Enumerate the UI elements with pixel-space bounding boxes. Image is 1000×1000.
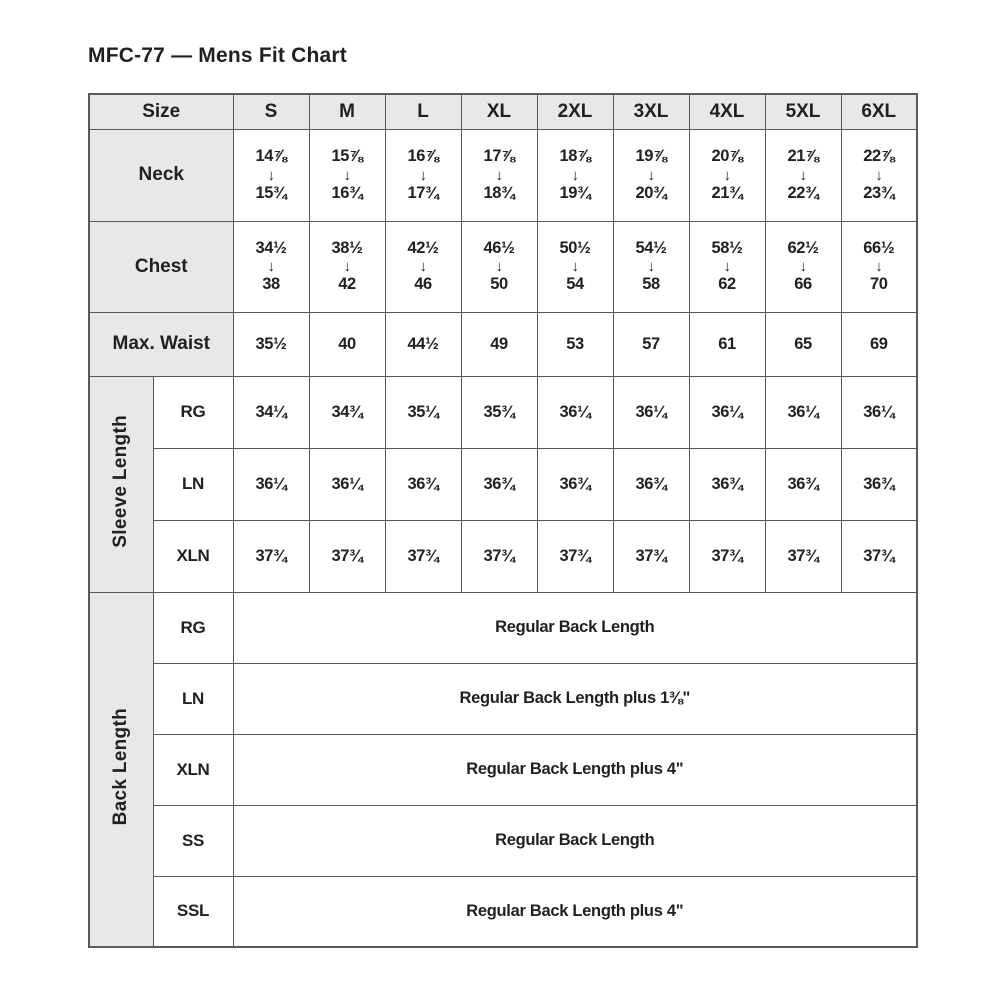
sleeve-rg-value-cell: 34¾	[309, 376, 385, 448]
back-ln-row	[89, 663, 917, 734]
chest-range-cell	[689, 221, 765, 312]
range-max: 22¾	[787, 183, 819, 202]
sleeve-ln-label: LN	[153, 448, 233, 520]
range-min: 62½	[787, 238, 819, 257]
down-arrow-icon: ↓	[267, 166, 275, 184]
neck-row	[89, 129, 917, 221]
sleeve-ln-value-cell: 36¾	[689, 448, 765, 520]
down-arrow-icon: ↓	[419, 258, 427, 275]
chest-range-cell	[233, 221, 309, 312]
size-col-header-4xl: 4XL	[689, 94, 765, 129]
sleeve-xln-value-cell: 37¾	[385, 520, 461, 592]
page-title: MFC-77 — Mens Fit Chart	[88, 44, 347, 67]
sleeve-xln-value-cell: 37¾	[765, 520, 841, 592]
neck-range-cell	[385, 129, 461, 221]
size-col-header-s: S	[233, 94, 309, 129]
sleeve-xln-value-cell: 37¾	[309, 520, 385, 592]
back-xln-row	[89, 734, 917, 805]
sleeve-rg-value-cell: 36¼	[689, 376, 765, 448]
sleeve-rg-label: RG	[153, 376, 233, 448]
waist-value-cell: 35½	[233, 312, 309, 376]
sleeve-rg-row	[89, 376, 917, 448]
sleeve-rg-value-cell: 36¼	[537, 376, 613, 448]
range-max: 18¾	[483, 183, 515, 202]
back-ssl-row	[89, 876, 917, 947]
range-min: 22⅞	[863, 147, 895, 166]
back-length-section-label	[89, 592, 153, 947]
range-max: 23¾	[863, 183, 895, 202]
back-xln-label: XLN	[153, 734, 233, 805]
back-ssl-label: SSL	[153, 876, 233, 947]
chest-range-cell	[841, 221, 917, 312]
sleeve-ln-value-cell: 36¾	[841, 448, 917, 520]
down-arrow-icon: ↓	[267, 258, 275, 275]
sleeve-ln-value-cell: 36¾	[385, 448, 461, 520]
neck-range-cell	[765, 129, 841, 221]
size-col-header-xl: XL	[461, 94, 537, 129]
sleeve-rg-value-cell: 36¼	[841, 376, 917, 448]
range-max: 16¾	[331, 183, 363, 202]
sleeve-xln-value-cell: 37¾	[689, 520, 765, 592]
down-arrow-icon: ↓	[343, 258, 351, 275]
size-col-header-m: M	[309, 94, 385, 129]
back-ssl-description: Regular Back Length plus 4"	[233, 876, 917, 947]
down-arrow-icon: ↓	[419, 166, 427, 184]
sleeve-xln-value-cell: 37¾	[233, 520, 309, 592]
range-min: 42½	[407, 238, 439, 257]
range-min: 50½	[559, 238, 591, 257]
max-waist-row-label: Max. Waist	[89, 312, 233, 376]
back-ln-description: Regular Back Length plus 1⅜"	[233, 663, 917, 734]
table-header-row	[89, 94, 917, 129]
waist-value-cell: 40	[309, 312, 385, 376]
range-min: 46½	[483, 238, 515, 257]
back-ss-description: Regular Back Length	[233, 805, 917, 876]
down-arrow-icon: ↓	[799, 258, 807, 275]
size-col-header-5xl: 5XL	[765, 94, 841, 129]
sleeve-xln-value-cell: 37¾	[613, 520, 689, 592]
chest-range-cell	[613, 221, 689, 312]
neck-range-cell	[841, 129, 917, 221]
down-arrow-icon: ↓	[647, 166, 655, 184]
waist-value-cell: 65	[765, 312, 841, 376]
range-max: 54	[566, 275, 584, 293]
range-max: 66	[794, 275, 812, 293]
range-max: 17¾	[407, 183, 439, 202]
range-max: 50	[490, 275, 508, 293]
down-arrow-icon: ↓	[571, 258, 579, 275]
sleeve-xln-value-cell: 37¾	[841, 520, 917, 592]
sleeve-length-label-text: Sleeve Length	[110, 415, 132, 548]
waist-value-cell: 69	[841, 312, 917, 376]
range-min: 17⅞	[483, 147, 515, 166]
down-arrow-icon: ↓	[647, 258, 655, 275]
range-min: 54½	[635, 238, 667, 257]
sleeve-length-section-label	[89, 376, 153, 592]
sleeve-ln-value-cell: 36¾	[461, 448, 537, 520]
range-min: 14⅞	[255, 147, 287, 166]
range-min: 19⅞	[635, 147, 667, 166]
range-min: 15⅞	[331, 147, 363, 166]
sleeve-rg-value-cell: 36¼	[613, 376, 689, 448]
down-arrow-icon: ↓	[495, 258, 503, 275]
neck-range-cell	[613, 129, 689, 221]
down-arrow-icon: ↓	[875, 166, 883, 184]
size-col-header-6xl: 6XL	[841, 94, 917, 129]
down-arrow-icon: ↓	[571, 166, 579, 184]
sleeve-rg-value-cell: 34¼	[233, 376, 309, 448]
range-min: 34½	[255, 238, 287, 257]
sleeve-rg-value-cell: 35¼	[385, 376, 461, 448]
sleeve-rg-value-cell: 36¼	[765, 376, 841, 448]
range-min: 16⅞	[407, 147, 439, 166]
sleeve-xln-value-cell: 37¾	[537, 520, 613, 592]
sleeve-xln-row	[89, 520, 917, 592]
down-arrow-icon: ↓	[799, 166, 807, 184]
sleeve-ln-value-cell: 36¾	[765, 448, 841, 520]
max-waist-row	[89, 312, 917, 376]
waist-value-cell: 49	[461, 312, 537, 376]
back-rg-description: Regular Back Length	[233, 592, 917, 663]
size-col-header-l: L	[385, 94, 461, 129]
chest-row-label: Chest	[89, 221, 233, 312]
range-max: 19¾	[559, 183, 591, 202]
sleeve-ln-row	[89, 448, 917, 520]
size-col-header-3xl: 3XL	[613, 94, 689, 129]
range-max: 21¾	[711, 183, 743, 202]
range-max: 15¾	[255, 183, 287, 202]
down-arrow-icon: ↓	[875, 258, 883, 275]
sleeve-xln-label: XLN	[153, 520, 233, 592]
range-min: 66½	[863, 238, 895, 257]
range-max: 70	[869, 275, 888, 293]
waist-value-cell: 57	[613, 312, 689, 376]
waist-value-cell: 44½	[385, 312, 461, 376]
sleeve-ln-value-cell: 36¼	[309, 448, 385, 520]
range-max: 38	[262, 275, 280, 293]
range-min: 38½	[331, 238, 363, 257]
range-min: 58½	[711, 238, 743, 257]
size-corner-header: Size	[89, 94, 233, 129]
neck-range-cell	[689, 129, 765, 221]
chest-range-cell	[537, 221, 613, 312]
chest-row	[89, 221, 917, 312]
sleeve-ln-value-cell: 36¼	[233, 448, 309, 520]
neck-range-cell	[461, 129, 537, 221]
range-max: 46	[414, 275, 432, 293]
back-length-label-text: Back Length	[110, 708, 132, 826]
chest-range-cell	[765, 221, 841, 312]
down-arrow-icon: ↓	[343, 166, 351, 184]
down-arrow-icon: ↓	[495, 166, 503, 184]
range-min: 20⅞	[711, 147, 743, 166]
back-ln-label: LN	[153, 663, 233, 734]
mens-fit-chart-table	[88, 93, 918, 948]
chest-range-cell	[461, 221, 537, 312]
down-arrow-icon: ↓	[723, 166, 731, 184]
sleeve-ln-value-cell: 36¾	[537, 448, 613, 520]
range-max: 20¾	[635, 183, 667, 202]
range-max: 42	[338, 275, 356, 293]
back-rg-row	[89, 592, 917, 663]
waist-value-cell: 61	[689, 312, 765, 376]
neck-range-cell	[233, 129, 309, 221]
sleeve-rg-value-cell: 35¾	[461, 376, 537, 448]
chest-range-cell	[309, 221, 385, 312]
chest-range-cell	[385, 221, 461, 312]
range-max: 62	[718, 275, 736, 293]
neck-range-cell	[537, 129, 613, 221]
back-ss-row	[89, 805, 917, 876]
back-rg-label: RG	[153, 592, 233, 663]
range-min: 21⅞	[787, 147, 819, 166]
sleeve-ln-value-cell: 36¾	[613, 448, 689, 520]
waist-value-cell: 53	[537, 312, 613, 376]
range-min: 18⅞	[559, 147, 591, 166]
back-ss-label: SS	[153, 805, 233, 876]
down-arrow-icon: ↓	[723, 258, 731, 275]
size-col-header-2xl: 2XL	[537, 94, 613, 129]
neck-row-label: Neck	[89, 129, 233, 221]
range-max: 58	[642, 275, 660, 293]
neck-range-cell	[309, 129, 385, 221]
back-xln-description: Regular Back Length plus 4"	[233, 734, 917, 805]
sleeve-xln-value-cell: 37¾	[461, 520, 537, 592]
